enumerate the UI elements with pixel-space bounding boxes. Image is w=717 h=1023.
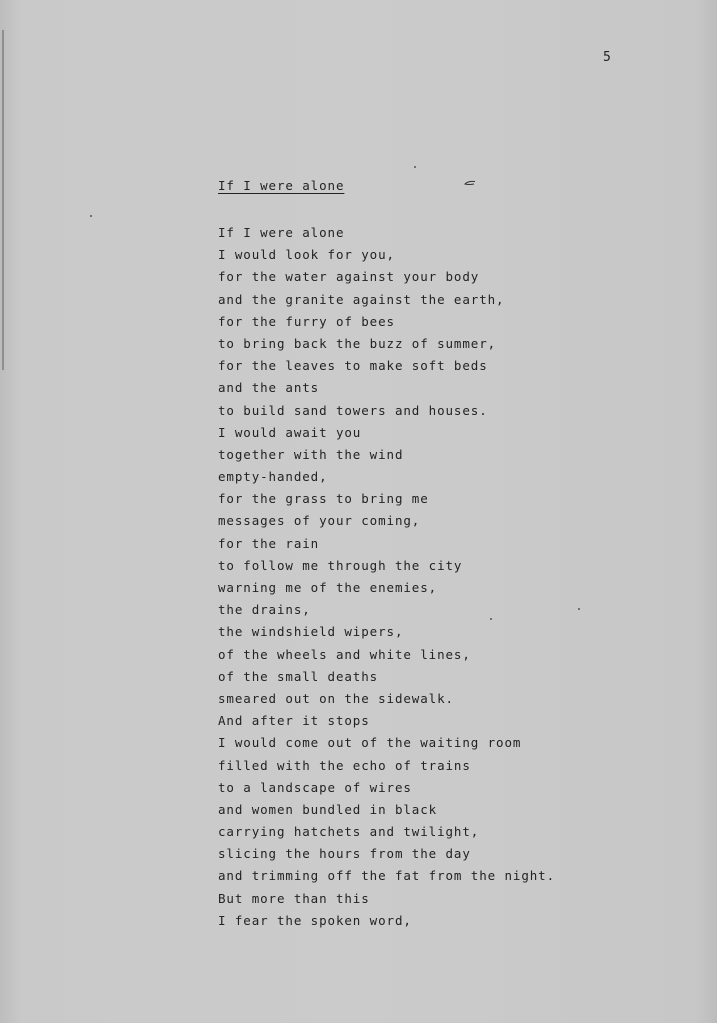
poem-line: to a landscape of wires xyxy=(218,779,412,795)
poem-line: to bring back the buzz of summer, xyxy=(218,335,497,351)
poem-line: for the leaves to make soft beds xyxy=(218,358,488,374)
poem-line: to build sand towers and houses. xyxy=(218,402,488,418)
poem-line: warning me of the enemies, xyxy=(218,580,438,595)
ink-speck xyxy=(90,215,92,217)
poem-line: I would look for you, xyxy=(218,247,395,263)
poem-line: empty-handed, xyxy=(218,469,328,485)
poem-line: for the furry of bees xyxy=(218,313,395,329)
poem-line: for the grass to bring me xyxy=(218,491,429,507)
ink-speck xyxy=(414,166,416,168)
poem-line: messages of your coming, xyxy=(218,513,421,529)
pencil-mark xyxy=(462,180,478,188)
poem-line: carrying hatchets and twilight, xyxy=(218,824,480,840)
poem-line: I would await you xyxy=(218,424,362,440)
poem-line: smeared out on the sidewalk. xyxy=(218,690,454,706)
poem-title: If I were alone xyxy=(218,178,345,193)
poem-line: slicing the hours from the day xyxy=(218,846,471,862)
poem-line: the windshield wipers, xyxy=(218,624,404,640)
poem-line: for the rain xyxy=(218,535,320,551)
page-edge-shadow xyxy=(2,30,4,370)
poem-line: and the ants xyxy=(218,380,320,396)
poem-line: But more than this xyxy=(218,890,370,906)
poem-line: If I were alone xyxy=(218,225,345,240)
page-number: 5 xyxy=(603,50,612,65)
poem-line: of the small deaths xyxy=(218,668,379,684)
poem-line: and trimming off the fat from the night. xyxy=(218,868,556,884)
poem-line: And after it stops xyxy=(218,713,370,729)
poem-line: for the water against your body xyxy=(218,269,480,285)
poem-line: filled with the echo of trains xyxy=(218,757,471,773)
poem-line: of the wheels and white lines, xyxy=(218,646,471,662)
poem-line: and the granite against the earth, xyxy=(218,291,505,307)
poem-line: I fear the spoken word, xyxy=(218,912,412,928)
poem-line: the drains, xyxy=(218,602,311,618)
poem-line: together with the wind xyxy=(218,446,404,462)
poem-body xyxy=(218,222,555,932)
poem-line: I would come out of the waiting room xyxy=(218,735,522,751)
poem-line: and women bundled in black xyxy=(218,801,438,817)
ink-speck xyxy=(578,608,580,610)
poem-line: to follow me through the city xyxy=(218,557,463,573)
